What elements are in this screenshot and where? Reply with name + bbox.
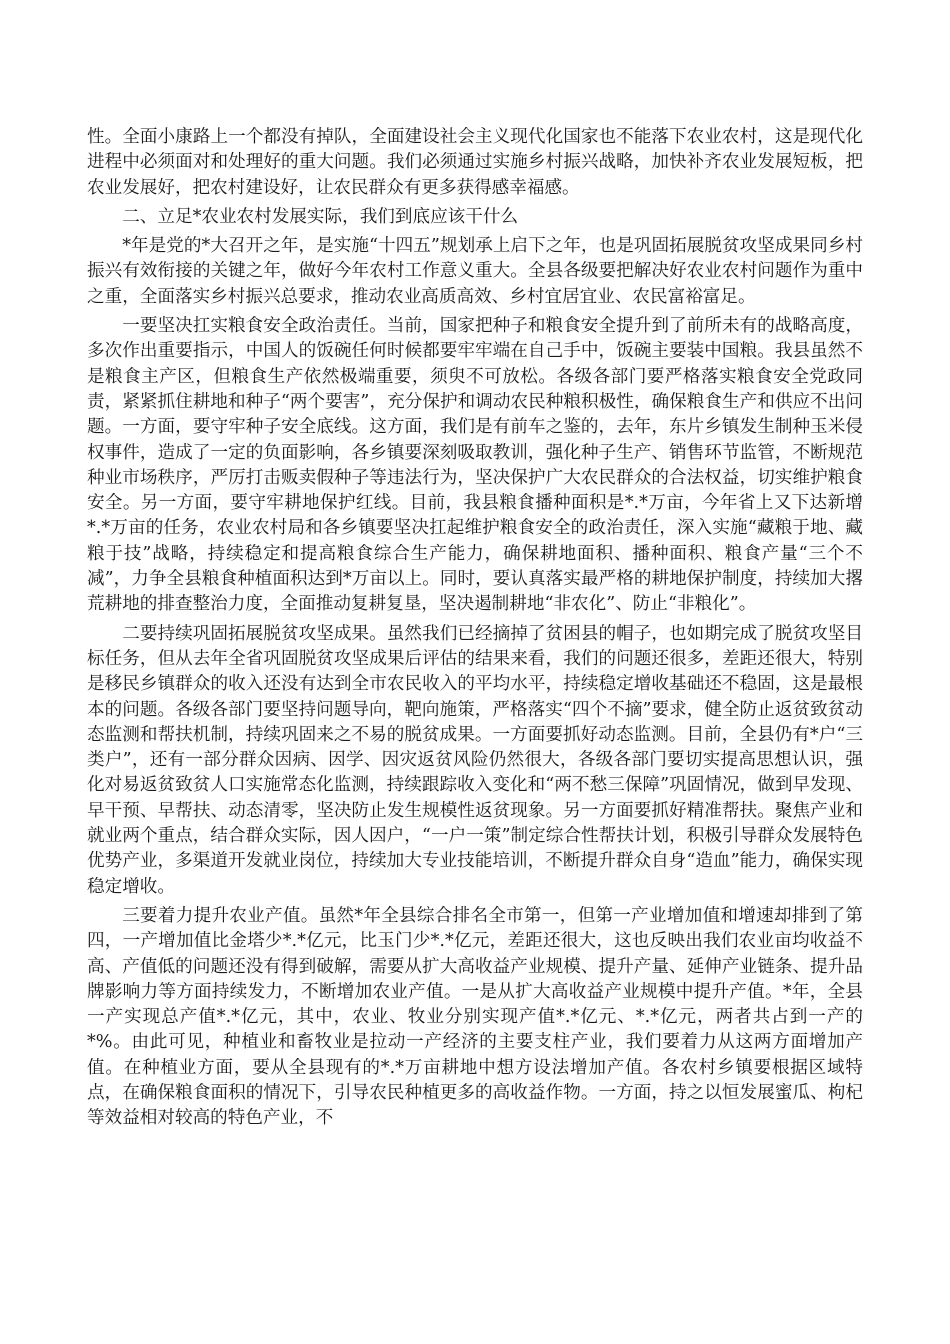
paragraph-section-intro: *年是党的*大召开之年，是实施“十四五”规划承上启下之年，也是巩固拓展脱贫攻坚成果同乡村振兴有效衔接的关键之年，做好今年农村工作意义重大。全县各级要把解决好农业农村问题作为重中之重，全面落实乡村振兴总要求，推动农业高质高效、乡村宜居宜业、农民富裕富足。 — [87, 236, 863, 307]
paragraph-intro-continuation: 性。全面小康路上一个都没有掉队，全面建设社会主义现代化国家也不能落下农业农村，这是现代化进程中必须面对和处理好的重大问题。我们必须通过实施乡村振兴战略，加快补齐农业发展短板，把农业发展好，把农村建设好，让农民群众有更多获得感幸福感。 — [87, 127, 863, 198]
document-body — [87, 125, 863, 1136]
paragraph-point-2: 二要持续巩固拓展脱贫攻坚成果。虽然我们已经摘掉了贫困县的帽子，也如期完成了脱贫攻坚目标任务，但从去年全省巩固脱贫攻坚成果后评估的结果来看，我们的问题还很多，差距还很大，特别是移民乡镇群众的收入还没有达到全市农民收入的平均水平，持续稳定增收基础还不稳固，这是最根本的问题。各级各部门要坚持问题导向，靶向施策，严格落实“四个不摘”要求，健全防止返贫致贫动态监测和帮扶机制，持续巩固来之不易的脱贫成果。一方面要抓好动态监测。目前，全县仍有*户“三类户”，还有一部分群众因病、因学、因灾返贫风险仍然很大，各级各部门要切实提高思想认识，强化对易返贫致贫人口实施常态化监测，持续跟踪收入变化和“两不愁三保障”巩固情况，做到早发现、早干预、早帮扶、动态清零，坚决防止发生规模性返贫现象。另一方面要抓好精准帮扶。聚焦产业和就业两个重点，结合群众实际，因人因户，“一户一策”制定综合性帮扶计划，积极引导群众发展特色优势产业，多渠道开发就业岗位，持续加大专业技能培训，不断提升群众自身“造血”能力，确保实现稳定增收。 — [87, 623, 863, 897]
paragraph-point-3: 三要着力提升农业产值。虽然*年全县综合排名全市第一，但第一产业增加值和增速却排到了第四，一产增加值比金塔少*.*亿元，比玉门少*.*亿元，差距还很大，这也反映出我们农业亩均收益不高、产值低的问题还没有得到破解，需要从扩大高收益产业规模、提升产量、延伸产业链条、提升品牌影响力等方面持续发力，不断增加农业产值。一是从扩大高收益产业规模中提升产值。*年，全县一产实现总产值*.*亿元，其中，农业、牧业分别实现产值*.*亿元、*.*亿元，两者共占到一产的*%。由此可见，种植业和畜牧业是拉动一产经济的主要支柱产业，我们要着力从这两方面增加产值。在种植业方面，要从全县现有的*.*万亩耕地中想方设法增加产值。各农村乡镇要根据区域特点，在确保粮食面积的情况下，引导农民种植更多的高收益作物。一方面，持之以恒发展蜜瓜、枸杞等效益相对较高的特色产业，不 — [87, 905, 863, 1129]
section-heading: 二、立足*农业农村发展实际，我们到底应该干什么 — [122, 206, 519, 227]
paragraph-point-1: 一要坚决扛实粮食安全政治责任。当前，国家把种子和粮食安全提升到了前所未有的战略高度，多次作出重要指示，中国人的饭碗任何时候都要牢牢端在自己手中，饭碗主要装中国粮。我县虽然不是粮食主产区，但粮食生产依然极端重要，须臾不可放松。各级各部门要严格落实粮食安全党政同责，紧紧抓住耕地和种子“两个要害”，充分保护和调动农民种粮积极性，确保粮食生产和供应不出问题。一方面，要守牢种子安全底线。这方面，我们是有前车之鉴的，去年，东片乡镇发生制种玉米侵权事件，造成了一定的负面影响，各乡镇要深刻吸取教训，强化种子生产、销售环节监管，不断规范种业市场秩序，严厉打击贩卖假种子等违法行为，坚决保护广大农民群众的合法权益，切实维护粮食安全。另一方面，要守牢耕地保护红线。目前，我县粮食播种面积是*.*万亩，今年省上又下达新增*.*万亩的任务，农业农村局和各乡镇要坚决扛起维护粮食安全的政治责任，深入实施“藏粮于地、藏粮于技”战略，持续稳定和提高粮食综合生产能力，确保耕地面积、播种面积、粮食产量“三个不减”，力争全县粮食种植面积达到*万亩以上。同时，要认真落实最严格的耕地保护制度，持续加大撂荒耕地的排查整治力度，全面推动复耕复垦，坚决遏制耕地“非农化”、防止“非粮化”。 — [87, 316, 863, 615]
